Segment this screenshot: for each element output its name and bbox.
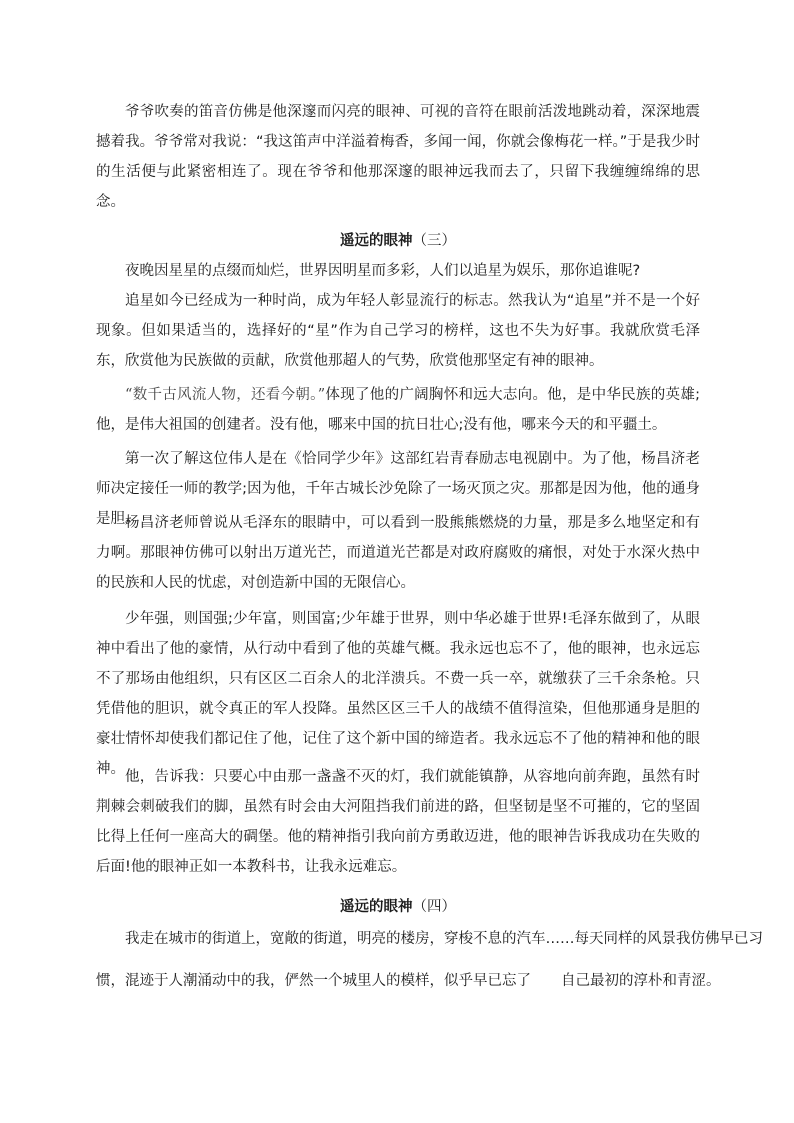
paragraph-tv-drama: 第一次了解这位伟人是在《恰同学少年》这部红岩青春励志电视剧中。为了他，杨昌济老师决定接任一师的教学;因为他，千年古城长沙免除了一场灭顶之灾。那都是因为他，他的通身是胆。 [96, 451, 700, 527]
section-title-4-number: （四） [412, 899, 456, 915]
paragraph-teacher-eyes: 杨昌济老师曾说从毛泽东的眼睛中，可以看到一股熊熊燃烧的力量，那是多么地坚定和有力啊。那眼神仿佛可以射出万道光芒，而道道光芒都是对政府腐败的痛恨，对处于水深火热中的民族和人民的忧虑，对创造新中国的无限信心。 [96, 515, 700, 591]
paragraph-star-chasing: 追星如今已经成为一种时尚，成为年轻人彰显流行的标志。然我认为“追星”并不是一个好现象。但如果适当的，选择好的“星”作为自己学习的榜样，这也不失为好事。我就欣赏毛泽东，欣赏他为民族做的贡献，欣赏他那超人的气势，欣赏他那坚定有神的眼神。 [96, 293, 700, 369]
section-title-4-main: 遥远的眼神 [340, 899, 413, 915]
poem-quote: “数千古风流人物，还看今朝。” [125, 387, 326, 403]
section-title-3 [96, 226, 700, 256]
section-title-3-number: （三） [412, 233, 456, 249]
paragraph-lamp: 他，告诉我：只要心中由那一盏盏不灭的灯，我们就能镇静，从容地向前奔跑，虽然有时荆棘会刺破我们的脚，虽然有时会由大河阻挡我们前进的路，但坚韧是坚不可摧的，它的坚固比得上任何一座高大的碉堡。他的精神指引我向前方勇敢迈进，他的眼神告诉我成功在失败的后面!他的眼神正如一本教科书，让我永远难忘。 [96, 769, 700, 875]
section-title-3-main: 遥远的眼神 [340, 233, 413, 249]
paragraph-city-line-2 [96, 966, 721, 996]
city-line-2-part-2: 自己最初的淳朴和青涩。 [561, 973, 721, 989]
paragraph-night-stars: 夜晚因星星的点缀而灿烂，世界因明星而多彩，人们以追星为娱乐，那你追谁呢? [125, 263, 641, 279]
poem-quote-commentary: 体现了他的广阔胸怀和远大志向。他，是中华民族的英雄;他，是伟大祖国的创建者。没有他，哪来中国的抗日壮心;没有他，哪来今天的和平疆土。 [96, 387, 701, 433]
section-title-4 [96, 892, 700, 922]
city-line-2-part-1: 惯，混迹于人潮涌动中的我，俨然一个城里人的模样，似乎早已忘了 [96, 973, 531, 989]
paragraph-poem-quote [96, 380, 700, 440]
paragraph-flute: 爷爷吹奏的笛音仿佛是他深邃而闪亮的眼神、可视的音符在眼前活泼地跳动着，深深地震撼着我。爷爷常对我说：“我这笛声中洋溢着梅香，多闻一闻，你就会像梅花一样。”于是我少时的生活便与此紧密相连了。现在爷爷和他那深邃的眼神远我而去了，只留下我缠缠绵绵的思念。 [96, 104, 700, 210]
paragraph-youth-strong: 少年强，则国强;少年富，则国富;少年雄于世界，则中华必雄于世界!毛泽东做到了，从眼神中看出了他的豪情，从行动中看到了他的英雄气概。我永远也忘不了，他的眼神，也永远忘不了那场由他组织，只有区区二百余人的北洋溃兵。不费一兵一卒，就缴获了三千余条枪。只凭借他的胆识，就令真正的军人投降。虽然区区三千人的战绩不值得渲染，但他那通身是胆的豪壮情怀却使我们都记住了他，记住了这个新中国的缔造者。我永远忘不了他的精神和他的眼神。 [96, 611, 700, 777]
paragraph-city-line-1: 我走在城市的街道上，宽敞的街道，明亮的楼房，穿梭不息的汽车……每天同样的风景我仿佛早已习 [125, 931, 763, 947]
